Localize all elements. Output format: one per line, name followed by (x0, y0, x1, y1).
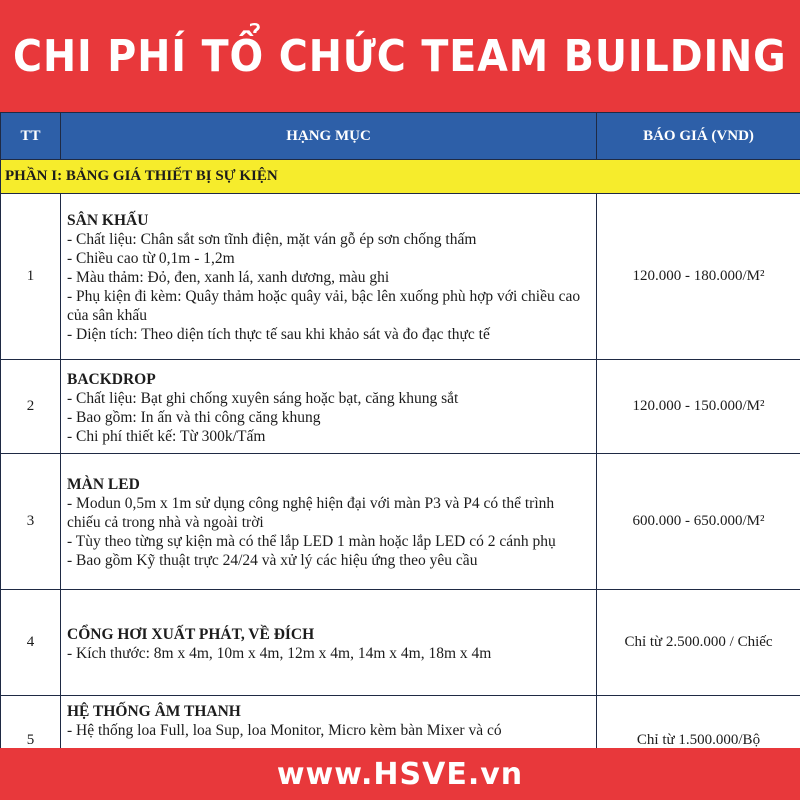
price-table (0, 112, 800, 748)
row-number: 3 (1, 454, 61, 590)
table-row (1, 454, 800, 590)
item-title: BACKDROP (67, 370, 156, 388)
item-detail: - Bao gồm Kỹ thuật trực 24/24 và xử lý các hiệu ứng theo yêu cầu (67, 552, 478, 569)
row-price: Chỉ từ 2.500.000 / Chiếc (597, 590, 800, 696)
table-row (1, 590, 800, 696)
row-number: 1 (1, 194, 61, 360)
price-table-container (0, 112, 800, 748)
row-description (61, 696, 597, 749)
item-detail: - Chất liệu: Bạt ghi chống xuyên sáng hoặc bạt, căng khung sắt (67, 389, 459, 407)
row-price: Chỉ từ 1.500.000/Bộ (597, 696, 800, 749)
item-detail: - Hệ thống loa Full, loa Sup, loa Monitor, Micro kèm bàn Mixer và có (67, 722, 502, 739)
item-title: MÀN LED (67, 476, 140, 493)
row-description (61, 360, 597, 454)
row-description (61, 194, 597, 360)
row-number: 4 (1, 590, 61, 696)
row-price: 120.000 - 150.000/M² (597, 360, 800, 454)
item-detail: - Modun 0,5m x 1m sử dụng công nghệ hiện đại với màn P3 và P4 có thể trình chiếu cả trong nhà và ngoài trời (67, 495, 555, 531)
row-description (61, 454, 597, 590)
page-title: CHI PHÍ TỔ CHỨC TEAM BUILDING (13, 30, 787, 82)
table-row (1, 696, 800, 749)
item-detail: - Bao gồm: In ấn và thi công căng khung (67, 408, 321, 426)
table-header-row (1, 113, 800, 160)
item-title: HỆ THỐNG ÂM THANH (67, 703, 241, 720)
row-price: 600.000 - 650.000/M² (597, 454, 800, 590)
footer-banner (0, 748, 800, 800)
item-title: CỔNG HƠI XUẤT PHÁT, VỀ ĐÍCH (67, 625, 315, 643)
item-detail: - Chi phí thiết kế: Từ 300k/Tấm (67, 427, 266, 445)
item-detail: - Tùy theo từng sự kiện mà có thể lắp LED 1 màn hoặc lắp LED có 2 cánh phụ (67, 533, 556, 550)
header-banner (0, 0, 800, 112)
row-number: 5 (1, 696, 61, 749)
item-detail: - Phụ kiện đi kèm: Quây thảm hoặc quây vải, bậc lên xuống phù hợp với chiều cao của sân khấu (67, 288, 581, 324)
column-header-price: BÁO GIÁ (VND) (597, 113, 800, 160)
table-row (1, 194, 800, 360)
item-detail: - Chất liệu: Chân sắt sơn tĩnh điện, mặt ván gỗ ép sơn chống thấm (67, 231, 477, 248)
table-row (1, 360, 800, 454)
section-row (1, 160, 800, 194)
row-description (61, 590, 597, 696)
row-price: 120.000 - 180.000/M² (597, 194, 800, 360)
section-title: PHẦN I: BẢNG GIÁ THIẾT BỊ SỰ KIỆN (1, 160, 800, 194)
column-header-item: HẠNG MỤC (61, 113, 597, 160)
item-title: SÂN KHẤU (67, 212, 149, 229)
item-detail: - Chiều cao từ 0,1m - 1,2m (67, 250, 235, 267)
website-link[interactable]: www.HSVE.vn (276, 756, 524, 792)
column-header-tt: TT (1, 113, 61, 160)
item-detail: - Kích thước: 8m x 4m, 10m x 4m, 12m x 4m, 14m x 4m, 18m x 4m (67, 644, 492, 662)
row-number: 2 (1, 360, 61, 454)
item-detail: - Diện tích: Theo diện tích thực tế sau khi khảo sát và đo đạc thực tế (67, 326, 490, 343)
item-detail: - Màu thảm: Đỏ, đen, xanh lá, xanh dương, màu ghi (67, 269, 390, 286)
